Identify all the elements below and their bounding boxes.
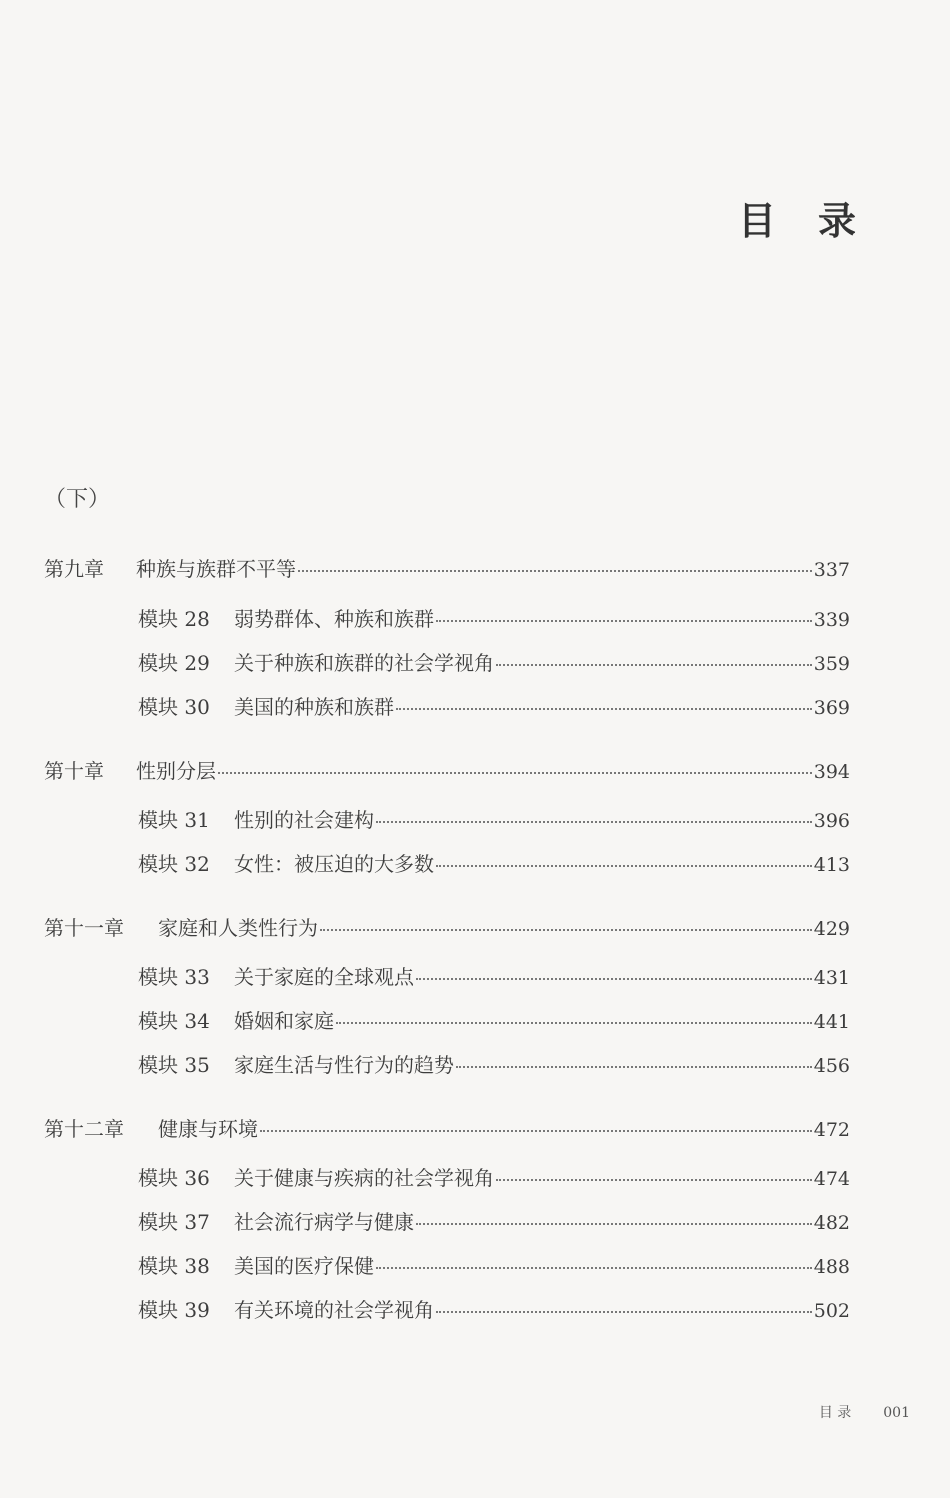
toc-title: 关于家庭的全球观点 (234, 965, 414, 989)
toc-chapter-11[interactable] (44, 912, 850, 941)
dot-leader (218, 772, 812, 774)
toc-number: 模块 39 (138, 1298, 210, 1322)
toc-title: 性别的社会建构 (234, 808, 374, 832)
toc-module-29[interactable] (138, 647, 850, 676)
dot-leader (376, 821, 812, 823)
part-label: （下） (44, 487, 111, 512)
toc-title: 关于种族和族群的社会学视角 (234, 651, 494, 675)
toc-page-number: 482 (813, 1212, 850, 1234)
dot-leader (456, 1066, 812, 1068)
toc-number: 第十章 (44, 759, 104, 783)
footer-label: 目 录 (818, 1405, 852, 1421)
toc-chapter-9[interactable] (44, 553, 850, 582)
toc-page-number: 472 (813, 1119, 850, 1141)
toc-number: 模块 35 (138, 1053, 210, 1077)
toc-number: 模块 37 (138, 1210, 210, 1234)
toc-page-number: 413 (813, 854, 850, 876)
footer-page-number: 001 (883, 1405, 910, 1421)
page-title (738, 190, 856, 245)
toc-title: 社会流行病学与健康 (234, 1210, 414, 1234)
toc-title: 有关环境的社会学视角 (234, 1298, 434, 1322)
toc-number: 模块 30 (138, 695, 210, 719)
toc-number: 第九章 (44, 557, 104, 581)
toc-page-number: 474 (813, 1168, 850, 1190)
dot-leader (298, 570, 812, 572)
toc-page-number: 396 (813, 810, 850, 832)
toc-module-39[interactable] (138, 1294, 850, 1323)
toc-number: 模块 32 (138, 852, 210, 876)
dot-leader (436, 1311, 812, 1313)
dot-leader (416, 978, 812, 980)
dot-leader (496, 664, 812, 666)
toc-number: 模块 38 (138, 1254, 210, 1278)
toc-page-number: 456 (813, 1055, 850, 1077)
dot-leader (496, 1179, 812, 1181)
toc-page-number: 394 (813, 761, 850, 783)
toc-module-35[interactable] (138, 1049, 850, 1078)
toc-page-number: 359 (813, 653, 850, 675)
dot-leader (416, 1223, 812, 1225)
toc-number: 第十二章 (44, 1117, 124, 1141)
toc-page-number: 429 (813, 918, 850, 940)
toc-number: 第十一章 (44, 916, 124, 940)
toc-module-28[interactable] (138, 603, 850, 632)
dot-leader (376, 1267, 812, 1269)
toc-number: 模块 28 (138, 607, 210, 631)
toc-title: 美国的种族和族群 (234, 695, 394, 719)
page-footer (819, 1402, 910, 1422)
toc-chapter-10[interactable] (44, 755, 850, 784)
dot-leader (260, 1130, 812, 1132)
toc-page-number: 502 (813, 1300, 850, 1322)
toc-title: 健康与环境 (158, 1117, 258, 1141)
toc-title: 美国的医疗保健 (234, 1254, 374, 1278)
toc-module-36[interactable] (138, 1162, 850, 1191)
dot-leader (396, 708, 812, 710)
toc-module-30[interactable] (138, 691, 850, 720)
dot-leader (436, 865, 812, 867)
toc-title: 关于健康与疾病的社会学视角 (234, 1166, 494, 1190)
dot-leader (436, 620, 812, 622)
toc-title: 性别分层 (136, 759, 216, 783)
toc-number: 模块 33 (138, 965, 210, 989)
toc-page-number: 369 (813, 697, 850, 719)
toc-number: 模块 34 (138, 1009, 210, 1033)
dot-leader (336, 1022, 812, 1024)
toc-title: 种族与族群不平等 (136, 557, 296, 581)
toc-page-number: 337 (813, 559, 850, 581)
title-char-1: 目 (738, 198, 777, 243)
toc-title: 家庭和人类性行为 (158, 916, 318, 940)
toc-title: 女性：被压迫的大多数 (234, 852, 434, 876)
toc-page-number: 431 (813, 967, 850, 989)
toc-title: 家庭生活与性行为的趋势 (234, 1053, 454, 1077)
toc-page-number: 441 (813, 1011, 850, 1033)
title-char-2: 录 (818, 198, 857, 243)
toc-number: 模块 31 (138, 808, 210, 832)
toc-module-31[interactable] (138, 804, 850, 833)
toc-module-37[interactable] (138, 1206, 850, 1235)
dot-leader (320, 929, 812, 931)
toc-module-32[interactable] (138, 848, 850, 877)
toc-module-38[interactable] (138, 1250, 850, 1279)
toc-page-number: 339 (813, 609, 850, 631)
toc-module-33[interactable] (138, 961, 850, 990)
toc-number: 模块 36 (138, 1166, 210, 1190)
toc-page-number: 488 (813, 1256, 850, 1278)
toc-title: 弱势群体、种族和族群 (234, 607, 434, 631)
toc-module-34[interactable] (138, 1005, 850, 1034)
toc-title: 婚姻和家庭 (234, 1009, 334, 1033)
toc-number: 模块 29 (138, 651, 210, 675)
toc-chapter-12[interactable] (44, 1113, 850, 1142)
